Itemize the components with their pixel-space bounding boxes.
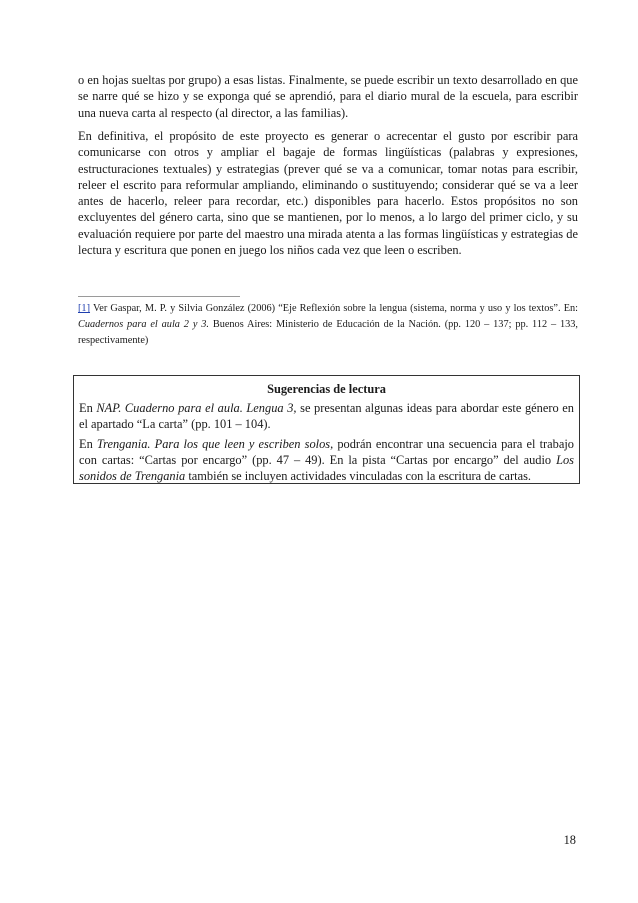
suggestion-book-title: Trengania. Para los que leen y escriben solos,	[96, 437, 334, 451]
body-paragraph: o en hojas sueltas por grupo) a esas listas. Finalmente, se puede escribir un texto desarrollado en que se narre qué se hizo y se exponga qué se aprendió, para el diario mural de la escuela, para escribir una nueva carta al respecto (al director, a las familias).	[78, 73, 578, 120]
footnote	[78, 301, 578, 349]
suggestion-text: En	[79, 437, 97, 451]
footnote-separator	[78, 296, 240, 297]
footnote-text: Buenos Aires: Ministerio de Educación de la Nación. (pp. 120 – 137; pp. 112 – 133, respectivamente)	[78, 319, 578, 346]
body-paragraph: En definitiva, el propósito de este proyecto es generar o acrecentar el gusto por escribir para comunicarse con otros y ampliar el bagaje de formas lingüísticas (palabras y expresiones, estructuraciones textuales) y estrategias (prever qué se va a comunicar, tomar notas para escribir, releer el escrito para reformular ampliando, eliminando o sustituyendo; considerar qué se va a leer antes de hacerlo, releer para recordar, etc.) disponibles para hacerlo. Estos propósitos no son excluyentes del género carta, sino que se mantienen, por lo menos, a lo largo del primer ciclo, y su evaluación requiere por parte del maestro una mirada atenta a las formas lingüísticas y estrategias de lectura y escritura que ponen en juego los niños cada vez que leen o escriben.	[78, 129, 578, 258]
suggestion-audio-title: Los sonidos de Trengania	[79, 453, 574, 483]
suggestion-text: En	[79, 401, 97, 415]
reading-suggestions-box	[73, 375, 580, 484]
reading-suggestion-item	[79, 436, 574, 484]
suggestion-text: se presentan algunas ideas para abordar este género en el apartado “La carta” (pp. 101 – 104).	[79, 401, 574, 431]
suggestion-text: podrán encontrar una secuencia para el trabajo con cartas: “Cartas por encargo” (pp. 47 – 49). En la pista “Cartas por encargo” del audio	[79, 437, 575, 467]
reading-suggestion-item	[79, 400, 574, 432]
page-number: 18	[563, 833, 576, 847]
footnote-text: Ver Gaspar, M. P. y Silvia González (2006) “Eje Reflexión sobre la lengua (sistema, norma y uso y los textos”. En:	[90, 303, 578, 314]
footnote-reference-link[interactable]: [1]	[78, 303, 91, 314]
footnote-title: Cuadernos para el aula 2 y 3.	[78, 319, 209, 330]
suggestion-text: también se incluyen actividades vinculadas con la escritura de cartas.	[185, 469, 532, 483]
suggestion-book-title: NAP. Cuaderno para el aula. Lengua 3,	[96, 401, 297, 415]
reading-suggestions-title: Sugerencias de lectura	[267, 382, 386, 396]
